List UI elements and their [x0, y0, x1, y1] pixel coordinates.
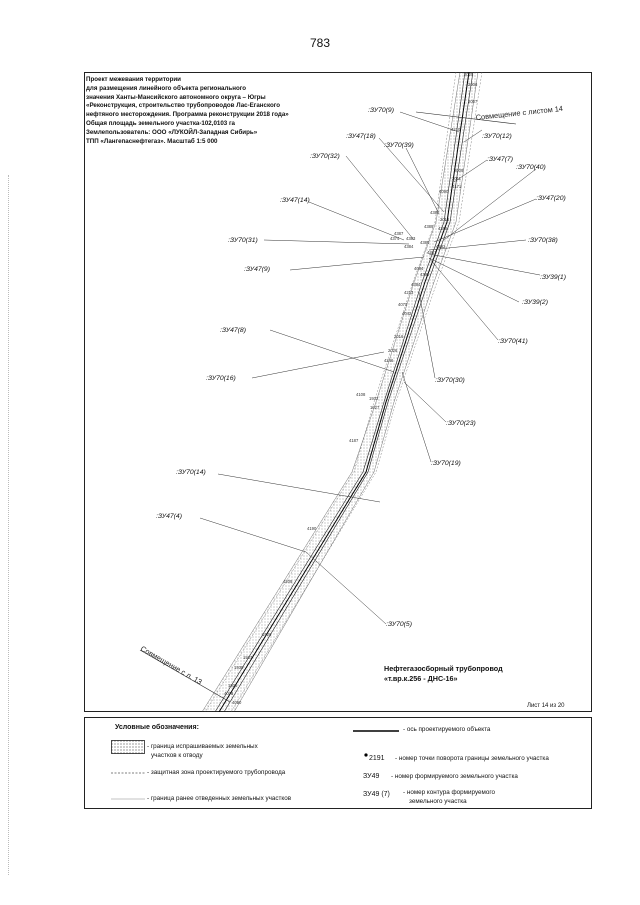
parcel-label: :ЗУ70(19): [431, 460, 461, 467]
legend-protect-zone: - защитная зона проектируемого трубопровода: [147, 769, 286, 776]
legend-point-text: - номер точки поворота границы земельного участка: [395, 755, 549, 762]
point-label: 4387: [394, 231, 404, 236]
header-line: Землепользователь: ООО «ЛУКОЙЛ-Западная Сибирь»: [86, 128, 258, 136]
pipeline-title-line2: «т.вр.к.256 - ДНС-16»: [384, 674, 458, 684]
legend-boundary-line1: - граница испрашиваемых земельных: [147, 743, 258, 750]
legend-boundary-line2: участков к отводу: [151, 752, 203, 760]
parcel-label: :ЗУ70(5): [386, 621, 412, 628]
point-label: 4246: [384, 358, 394, 363]
legend-point-example: 2191: [369, 755, 385, 762]
axis-swatch-icon: [353, 728, 399, 734]
point-label: 4383: [406, 236, 416, 241]
legend-parcel-example: ЗУ49: [363, 773, 380, 780]
point-label: 1927: [243, 655, 253, 660]
point-label: 1930: [234, 665, 244, 670]
legend-contour-text: [403, 788, 495, 807]
p13-alignment-label: Совмещение с л. 13: [139, 643, 204, 687]
parcel-label: :ЗУ70(9): [368, 107, 394, 114]
parcel-label: :ЗУ70(40): [516, 164, 546, 171]
boundary-swatch-icon: [111, 740, 145, 754]
parcel-label: :ЗУ47(4): [156, 513, 182, 520]
legend-axis: - ось проектируемого объекта: [403, 726, 491, 733]
parcel-label: :ЗУ70(12): [482, 133, 512, 140]
parcel-label: :ЗУ70(31): [228, 237, 258, 244]
header-line: ТПП «Лангепаснефтегаз». Масштаб 1:5 000: [86, 137, 218, 145]
point-label: 2016: [394, 334, 404, 339]
pipeline-title-line1: Нефтегазосборный трубопровод: [384, 664, 503, 673]
header-line: нефтяного месторождения. Программа реконструкции 2018 года»: [86, 111, 289, 119]
sheet14-alignment-label: Совмещение с листом 14: [475, 103, 564, 122]
parcel-label: :ЗУ70(16): [206, 375, 236, 382]
legend-title: Условные обозначения:: [115, 724, 199, 731]
point-label: 4381: [427, 250, 437, 255]
header-line: Общая площадь земельного участка-102,0103 га: [86, 119, 235, 127]
point-label: 4187: [349, 438, 359, 443]
point-label: 2006: [468, 82, 478, 87]
parcel-label: :ЗУ70(38): [528, 237, 558, 244]
prev-boundary-swatch-icon: [111, 796, 145, 802]
parcel-label: :ЗУ70(32): [310, 153, 340, 160]
point-label: 4108: [356, 392, 366, 397]
parcel-label: :ЗУ47(14): [280, 197, 310, 204]
point-label: 4382: [436, 244, 446, 249]
parcel-label: :ЗУ70(14): [176, 469, 206, 476]
scan-margin-line: [8, 175, 9, 875]
point-label: 4389: [424, 224, 434, 229]
point-label: 4078: [224, 691, 234, 696]
protect-zone-swatch-icon: [111, 770, 145, 776]
point-label: 4384: [404, 244, 414, 249]
parcel-label: :ЗУ47(9): [244, 266, 270, 273]
header-line: значения Ханты-Мансийского автономного округа – Югры: [86, 93, 266, 101]
point-label: 4210: [451, 127, 461, 132]
page-number: 783: [309, 36, 331, 50]
point-label: 4090: [232, 700, 242, 705]
point-label: 2011: [452, 176, 462, 181]
point-label: 4090: [439, 189, 449, 194]
point-label: 4386: [430, 210, 440, 215]
legend-contour-line1: - номер контура формируемого: [403, 789, 496, 796]
leader-lines: [200, 112, 540, 624]
parcel-label: :ЗУ70(41): [498, 338, 528, 345]
legend-boundary-text: [147, 742, 258, 761]
parcel-label: :ЗУ47(8): [220, 327, 246, 334]
header-line: Проект межевания территории: [86, 76, 181, 83]
point-label: 4073: [398, 302, 408, 307]
point-label: 1927: [370, 405, 380, 410]
sheet-number: Лист 14 из 20: [527, 703, 565, 709]
point-label: 1925: [228, 683, 238, 688]
parcel-label: :ЗУ39(2): [522, 299, 548, 306]
parcel-label: :ЗУ39(1): [540, 274, 566, 281]
point-label: 2026: [388, 348, 398, 353]
point-label: 4395: [420, 272, 430, 277]
turning-points: [224, 72, 478, 705]
parcel-labels: [156, 107, 566, 628]
point-label: 2025: [464, 72, 474, 77]
point-label: 4171: [452, 184, 462, 189]
point-label: 4084: [414, 266, 424, 271]
pipeline-map: [84, 72, 592, 712]
point-label: 1926: [262, 632, 272, 637]
point-label: 4213: [404, 290, 414, 295]
legend-parcel-text: - номер формируемого земельного участка: [391, 773, 518, 780]
legend-contour-line2: земельного участка: [409, 798, 467, 806]
legend-contour-example: ЗУ49 (7): [363, 791, 390, 798]
header-line: для размещения линейного объекта регионального: [86, 84, 247, 92]
parcel-label: :ЗУ47(20): [536, 195, 566, 202]
point-label: 4394: [411, 282, 421, 287]
point-label: 4385: [438, 226, 448, 231]
point-label: 4042: [402, 311, 412, 316]
legend-box: [84, 717, 592, 809]
point-label: 2007: [468, 99, 478, 104]
point-label: 4374: [390, 236, 400, 241]
legend-prev-boundary: - граница ранее отведенных земельных участков: [147, 795, 292, 802]
parcel-label: :ЗУ70(39): [384, 142, 414, 149]
point-label: 4209: [283, 579, 293, 584]
parcel-label: :ЗУ70(30): [435, 377, 465, 384]
corridor-band: [202, 72, 482, 712]
point-label: 4190: [307, 526, 317, 531]
point-label: 2009: [454, 168, 464, 173]
point-label: 2012: [440, 217, 450, 222]
parcel-label: :ЗУ70(23): [446, 420, 476, 427]
point-label: 4380: [420, 240, 430, 245]
parcel-label: :ЗУ47(7): [487, 156, 513, 163]
parcel-label: :ЗУ47(18): [346, 133, 376, 140]
point-label: 1932: [369, 396, 379, 401]
header-line: «Реконструкция, строительство трубопроводов Лас-Еганского: [86, 102, 281, 110]
pipeline-title: [384, 664, 503, 685]
